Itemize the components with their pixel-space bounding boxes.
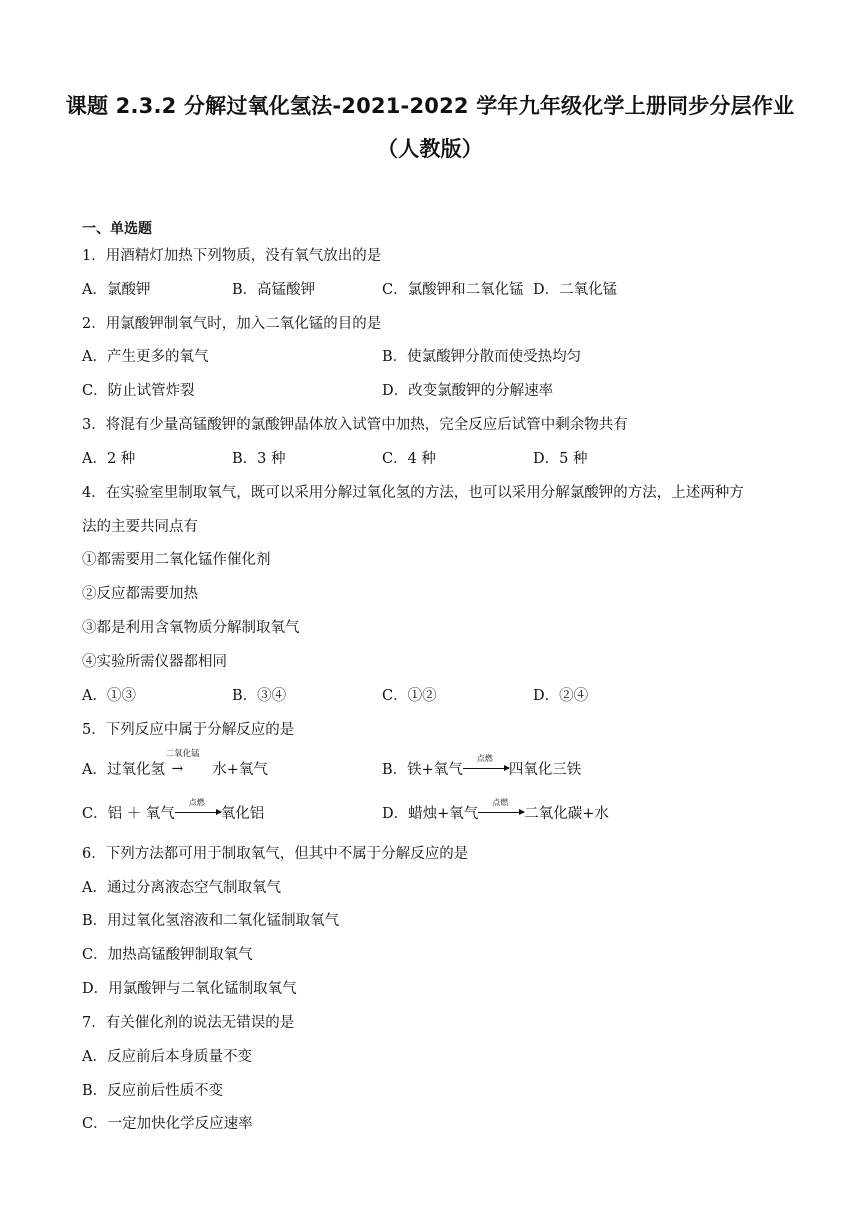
q5-c-condition: 点燃 xyxy=(188,798,205,807)
q2-option-c: C．防止试管炸裂 xyxy=(82,383,195,399)
q1-option-c: C．氯酸钾和二氧化锰 xyxy=(382,282,524,298)
q5-b-condition: 点燃 xyxy=(476,754,493,763)
q6-option-c: C．加热高锰酸钾制取氧气 xyxy=(82,947,253,963)
q1-option-d: D．二氧化锰 xyxy=(533,282,618,298)
q4-statement-3: ③都是利用含氧物质分解制取氧气 xyxy=(82,620,300,636)
q4-statement-2: ②反应都需要加热 xyxy=(82,586,198,602)
q5-c-reactant: C．铝 ＋ 氧气 xyxy=(82,806,175,822)
q4-statement-1: ①都需要用二氧化锰作催化剂 xyxy=(82,552,271,568)
section-heading: 一、单选题 xyxy=(82,221,152,237)
right-arrow-icon xyxy=(478,812,524,813)
q5-option-a xyxy=(82,749,268,780)
q5-b-reaction-arrow xyxy=(463,754,509,780)
q5-option-d xyxy=(382,798,609,824)
q5-d-reaction-arrow xyxy=(478,798,524,824)
question-7-stem: 7．有关催化剂的说法无错误的是 xyxy=(82,1015,295,1031)
q5-c-reaction-arrow xyxy=(175,798,221,824)
q5-a-reactant: A．过氧化氢 xyxy=(82,762,165,778)
question-4-stem-line1: 4．在实验室里制取氧气，既可以采用分解过氧化氢的方法，也可以采用分解氯酸钾的方法，上述两种方 xyxy=(82,485,744,501)
q4-option-b: B．③④ xyxy=(232,688,287,704)
right-arrow-icon xyxy=(175,812,221,813)
q3-option-d: D．5 种 xyxy=(533,451,588,467)
q6-option-d: D．用氯酸钾与二氧化锰制取氧气 xyxy=(82,981,297,997)
q4-option-d: D．②④ xyxy=(533,688,589,704)
q3-option-a: A．2 种 xyxy=(82,451,136,467)
q2-option-b: B．使氯酸钾分散而使受热均匀 xyxy=(382,349,582,365)
q7-option-b: B．反应前后性质不变 xyxy=(82,1083,224,1099)
q3-option-b: B．3 种 xyxy=(232,451,286,467)
q2-option-d: D．改变氯酸钾的分解速率 xyxy=(382,383,554,399)
document-title-line2: （人教版） xyxy=(377,137,483,161)
q2-option-a: A．产生更多的氧气 xyxy=(82,349,209,365)
q4-option-a: A．①③ xyxy=(82,688,136,704)
q7-option-c: C．一定加快化学反应速率 xyxy=(82,1116,253,1132)
q4-option-c: C．①② xyxy=(382,688,437,704)
q5-d-reactant: D．蜡烛+氧气 xyxy=(382,806,479,822)
q5-option-c xyxy=(82,798,265,824)
q1-option-a: A．氯酸钾 xyxy=(82,282,151,298)
question-4-stem-line2: 法的主要共同点有 xyxy=(82,519,198,535)
q3-option-c: C．4 种 xyxy=(382,451,436,467)
q5-a-product: 水+氧气 xyxy=(212,762,268,778)
q1-option-b: B．高锰酸钾 xyxy=(232,282,316,298)
q5-b-reactant: B．铁+氧气 xyxy=(382,762,463,778)
q5-a-reaction-arrow xyxy=(165,749,206,780)
question-3-stem: 3．将混有少量高锰酸钾的氯酸钾晶体放入试管中加热，完全反应后试管中剩余物共有 xyxy=(82,417,628,433)
question-5-stem: 5．下列反应中属于分解反应的是 xyxy=(82,722,295,738)
q7-option-a: A．反应前后本身质量不变 xyxy=(82,1049,252,1065)
q5-c-product: 氧化铝 xyxy=(220,806,265,822)
question-6-stem: 6．下列方法都可用于制取氧气，但其中不属于分解反应的是 xyxy=(82,846,469,862)
document-title-line1: 课题 2.3.2 分解过氧化氢法-2021-2022 学年九年级化学上册同步分层作业 xyxy=(65,94,795,118)
q4-statement-4: ④实验所需仪器都相同 xyxy=(82,654,227,670)
q5-d-product: 二氧化碳+水 xyxy=(524,806,609,822)
q5-d-condition: 点燃 xyxy=(492,798,509,807)
q5-option-b xyxy=(382,754,582,780)
q6-option-a: A．通过分离液态空气制取氧气 xyxy=(82,880,281,896)
q5-a-condition: 二氧化锰 xyxy=(165,749,200,759)
question-2-stem: 2．用氯酸钾制氧气时，加入二氧化锰的目的是 xyxy=(82,316,382,332)
question-1-stem: 1．用酒精灯加热下列物质，没有氧气放出的是 xyxy=(82,248,382,264)
right-arrow-icon xyxy=(463,768,509,769)
q6-option-b: B．用过氧化氢溶液和二氧化锰制取氧气 xyxy=(82,913,340,929)
q5-b-product: 四氧化三铁 xyxy=(508,762,582,778)
right-arrow-icon: → xyxy=(171,761,184,777)
